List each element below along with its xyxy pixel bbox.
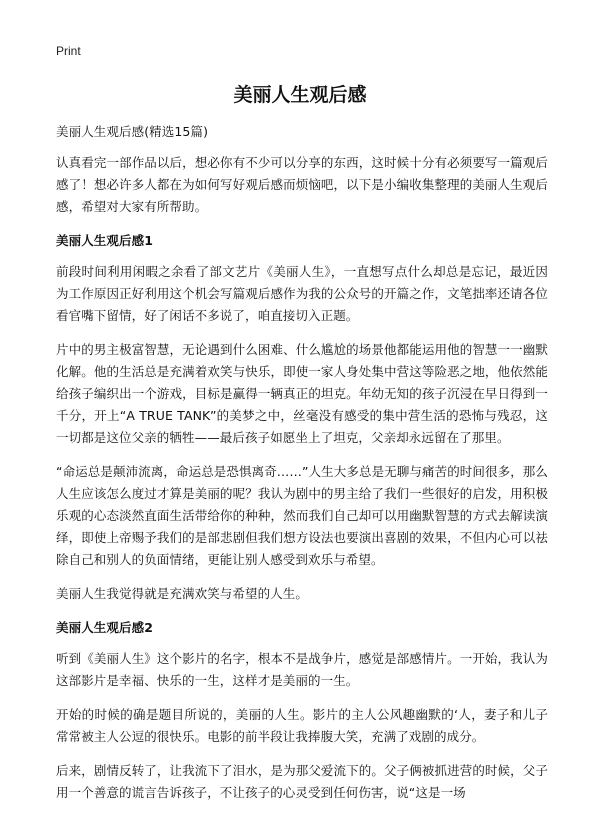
document-body <box>56 121 548 816</box>
print-link[interactable]: Print <box>56 44 81 58</box>
section-2-paragraph: 开始的时候的确是题目所说的，美丽的人生。影片的主人公风趣幽默的‘人，妻子和儿子常常被主人公逗的很快乐。电影的前半段让我捧腹大笑，充满了戏剧的成分。 <box>56 707 548 744</box>
section-1-paragraph: “命运总是颠沛流离，命运总是恐惧离奇……”人生大多总是无聊与痛苦的时间很多，那么人生应该怎么度过才算是美丽的呢？我认为剧中的男主给了我们一些很好的启发，用积极乐观的心态淡然直面生活带给你的种种，然而我们自己却可以用幽默智慧的方式去解读演绎，即使上帝赐予我们的是部悲剧但我们想方设法也要演出喜剧的效果，不但内心可以祛除自己和别人的负面情绪，更能让别人感受到欢乐与希望。 <box>56 464 548 567</box>
section-heading-2: 美丽人生观后感2 <box>56 620 153 635</box>
intro-paragraph: 认真看完一部作品以后，想必你有不少可以分享的东西，这时候十分有必须要写一篇观后感了！想必许多人都在为如何写好观后感而烦恼吧，以下是小编收集整理的美丽人生观后感，希望对大家有所帮助。 <box>56 155 548 214</box>
section-1-paragraph: 前段时间利用闲暇之余看了部文艺片《美丽人生》，一直想写点什么却总是忘记，最近因为工作原因正好利用这个机会写篇观后感作为我的公众号的开篇之作，文笔拙率还请各位看官嘴下留情，好了闲话不多说了，咱直接切入正题。 <box>56 264 548 323</box>
section-2-paragraph: 听到《美丽人生》这个影片的名字，根本不是战争片，感觉是部感情片。一开始，我认为这部影片是幸福、快乐的一生，这样才是美丽的一生。 <box>56 651 548 688</box>
document-title: 美丽人生观后感 <box>233 84 367 106</box>
section-1-paragraph: 美丽人生我觉得就是充满欢笑与希望的人生。 <box>56 586 309 601</box>
section-1-paragraph: 片中的男主极富智慧，无论遇到什么困难、什么尴尬的场景他都能运用他的智慧一一幽默化解。他的生活总是充满着欢笑与快乐，即使一家人身处集中营这等险恶之地，他依然能给孩子编织出一个游戏，目标是赢得一辆真正的坦克。年幼无知的孩子沉浸在早日得到一千分，开上“A TRUE TANK”的美梦之中，丝毫没有感受的集中营生活的恐怖与残忍，这一切都是这位父亲的牺牲——最后孩子如愿坐上了坦克，父亲却永远留在了那里。 <box>56 342 548 445</box>
section-heading-1: 美丽人生观后感1 <box>56 233 153 248</box>
document-subtitle: 美丽人生观后感(精选15篇) <box>56 124 209 139</box>
section-2-paragraph: 后来，剧情反转了，让我流下了泪水，是为那父爱流下的。父子俩被抓进营的时候，父子用一个善意的谎言告诉孩子，不让孩子的心灵受到任何伤害，说“这是一场 <box>56 763 548 800</box>
